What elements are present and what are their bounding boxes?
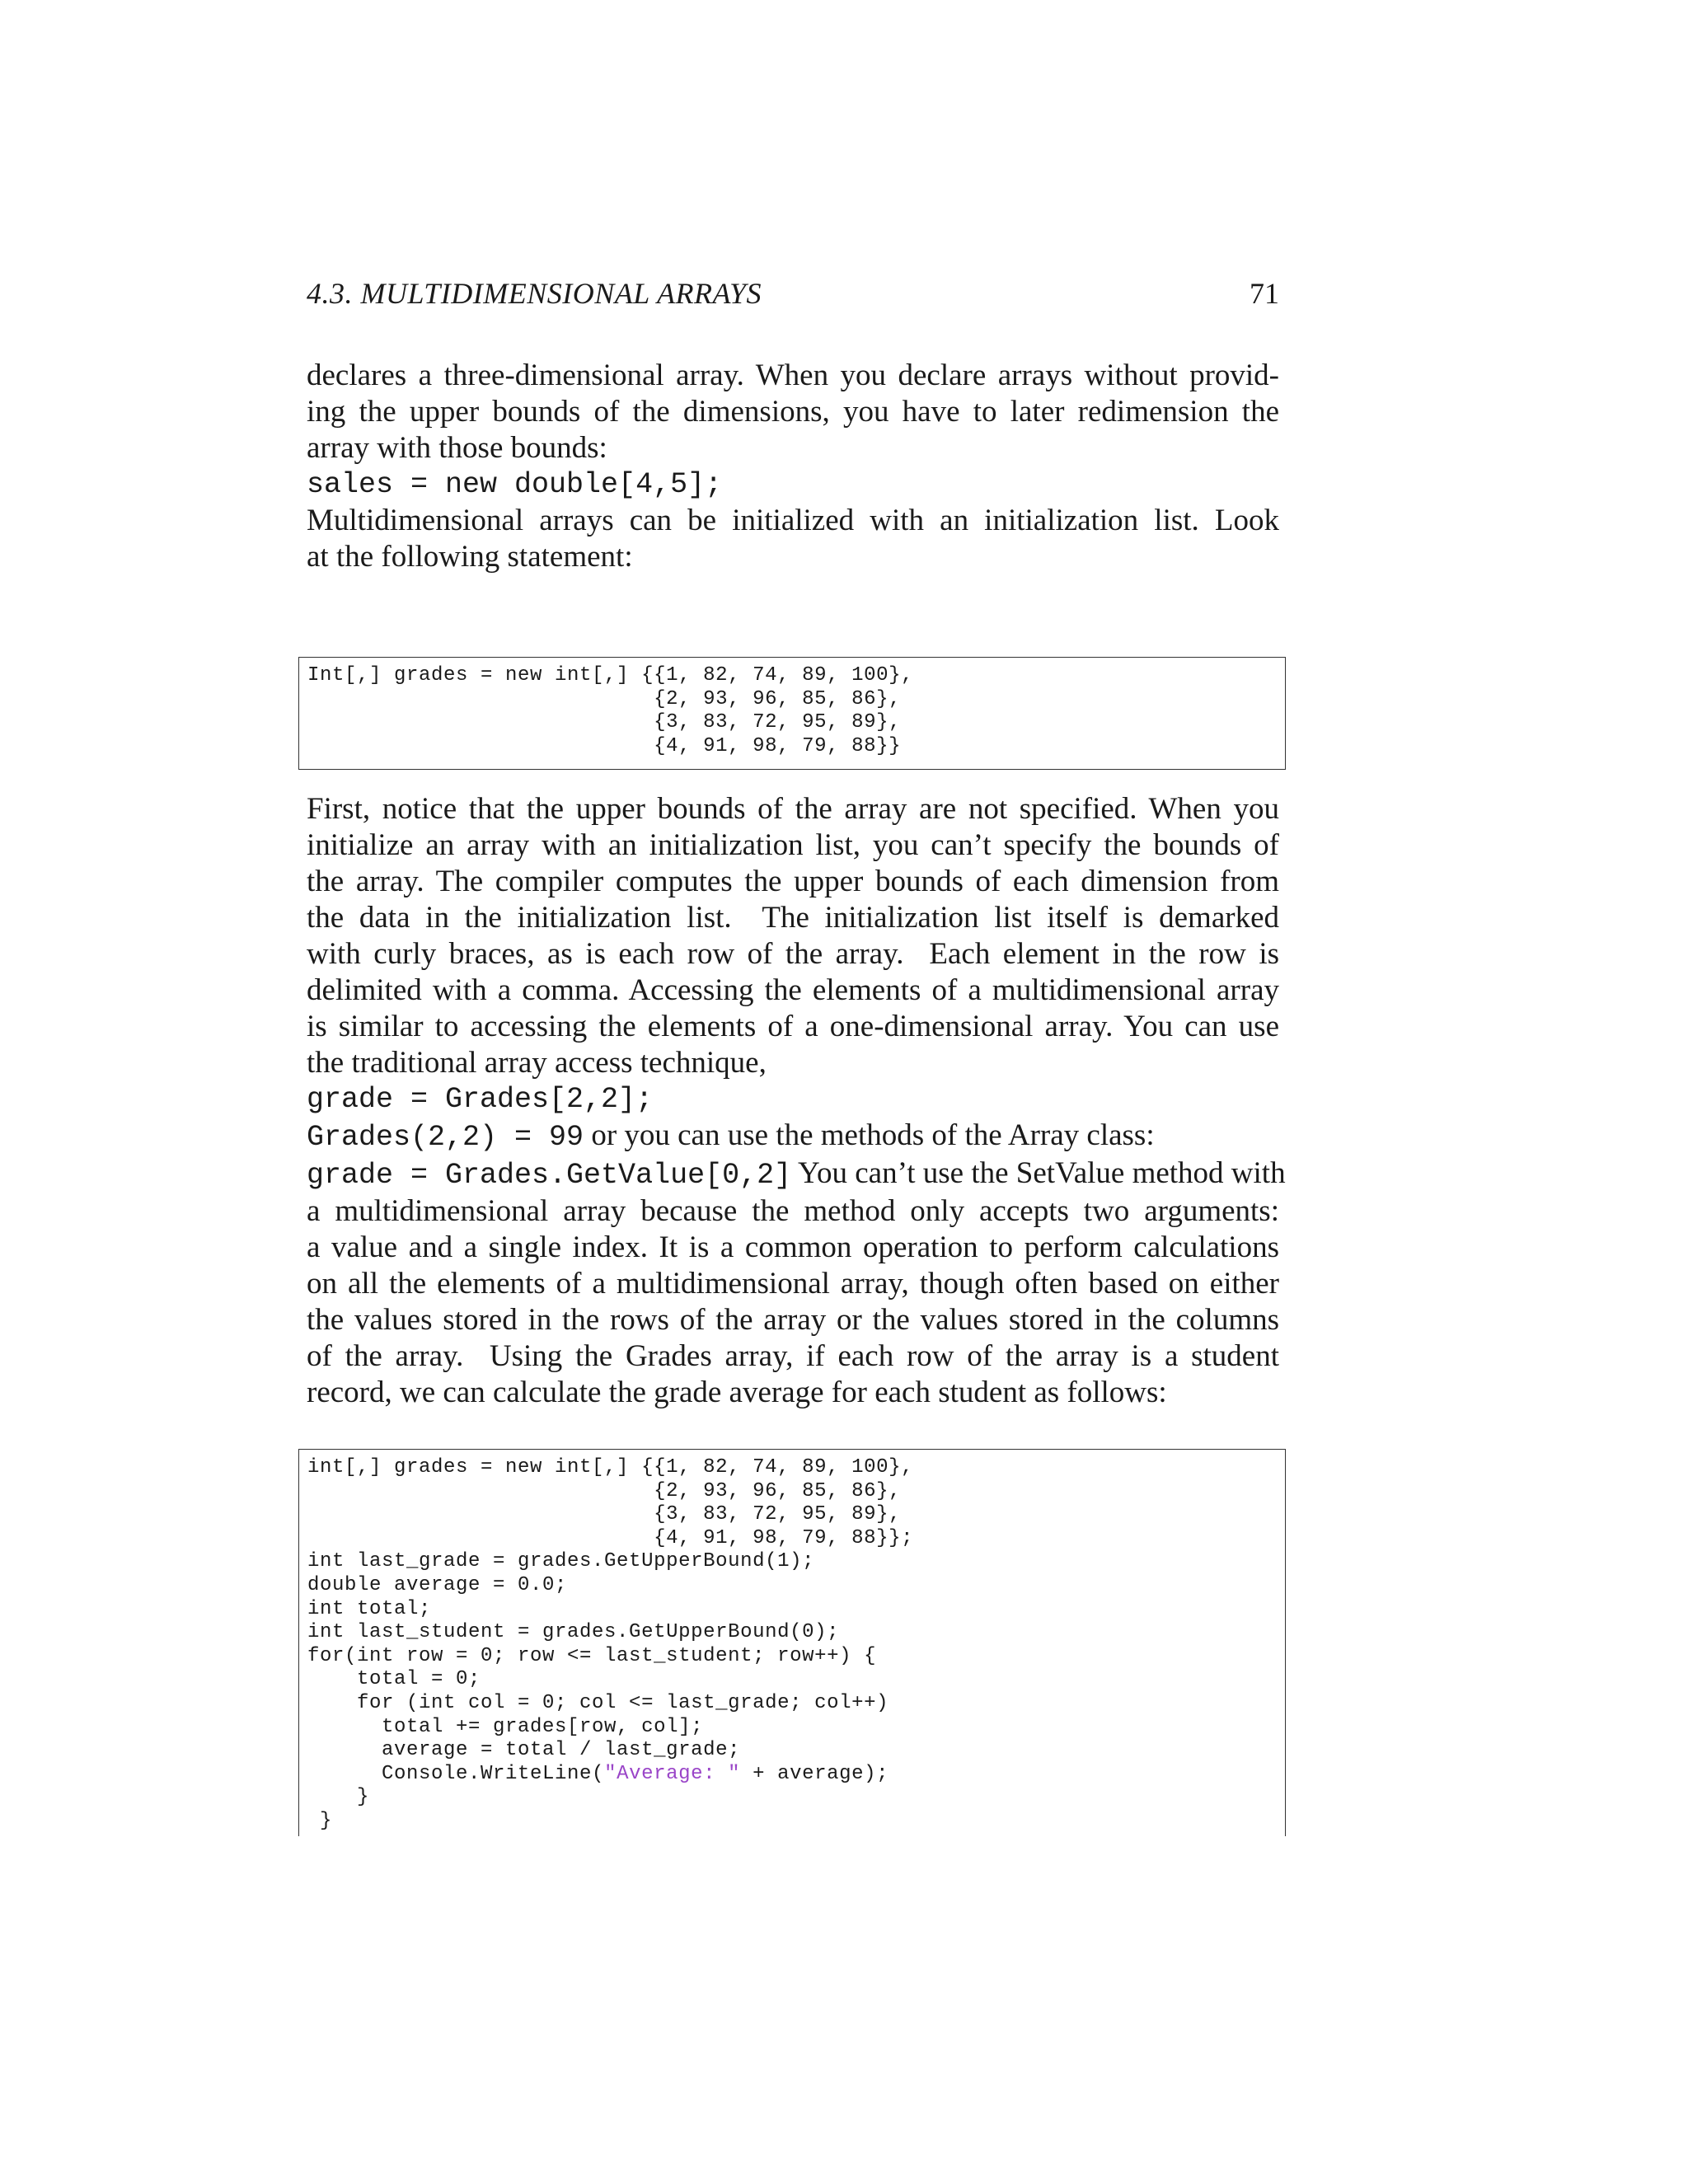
code-line: total = 0; <box>307 1668 481 1691</box>
code-line: for(int row = 0; row <= last_student; row++) { <box>307 1644 877 1667</box>
code-line: total += grades[row, col]; <box>307 1715 704 1738</box>
text-line: First, notice that the upper bounds of the array are not specified. When you <box>307 792 1279 826</box>
text-line: delimited with a comma. Accessing the elements of a multidimensional array <box>307 973 1279 1007</box>
text-line: ing the upper bounds of the dimensions, you have to later redimension the <box>307 395 1279 429</box>
page-number: 71 <box>1250 277 1279 310</box>
text-line: the traditional array access technique, <box>307 1046 767 1080</box>
text-line: the array. The compiler computes the upper bounds of each dimension from <box>307 865 1279 898</box>
code-line: {4, 91, 98, 79, 88}} <box>307 734 902 757</box>
code-fragment: Console.WriteLine( <box>307 1762 605 1785</box>
text-line: with curly braces, as is each row of the array. Each element in the row is <box>307 937 1279 971</box>
text-line: declares a three-dimensional array. When you declare arrays without provid- <box>307 359 1279 392</box>
page-header <box>307 276 1279 319</box>
code-line: {4, 91, 98, 79, 88}}; <box>307 1526 914 1549</box>
code-line: } <box>307 1809 333 1832</box>
text-fragment: or you can use the methods of the Array class: <box>584 1118 1155 1152</box>
code-line: Int[,] grades = new int[,] {{1, 82, 74, 89, 100}, <box>307 664 914 687</box>
inline-code: sales = new double[4,5]; <box>307 468 723 501</box>
text-line <box>307 1155 1286 1193</box>
code-line: average = total / last_grade; <box>307 1739 741 1762</box>
string-literal: "Average: " <box>604 1762 741 1785</box>
paragraph-intro <box>307 358 1279 575</box>
inline-code: grade = Grades.GetValue[0,2] <box>307 1159 792 1192</box>
text-line: on all the elements of a multidimensional array, though often based on either <box>307 1267 1279 1301</box>
text-line: the data in the initialization list. The initialization list itself is demarked <box>307 901 1279 935</box>
code-line: int[,] grades = new int[,] {{1, 82, 74, 89, 100}, <box>307 1456 914 1479</box>
code-line <box>307 1763 1277 1787</box>
text-line: of the array. Using the Grades array, if each row of the array is a student <box>307 1339 1279 1373</box>
text-line: initialize an array with an initialization list, you can’t specify the bounds of <box>307 828 1279 862</box>
text-line: record, we can calculate the grade average for each student as follows: <box>307 1376 1167 1409</box>
text-line: a value and a single index. It is a common operation to perform calculations <box>307 1230 1279 1264</box>
text-fragment: You can’t use the SetValue method with <box>791 1156 1286 1190</box>
text-line: the values stored in the rows of the array or the values stored in the columns <box>307 1303 1279 1337</box>
code-line: int total; <box>307 1597 432 1620</box>
text-line: array with those bounds: <box>307 431 607 465</box>
text-line: at the following statement: <box>307 540 633 574</box>
code-line: {3, 83, 72, 95, 89}, <box>307 1503 902 1526</box>
code-line: } <box>307 1786 370 1809</box>
code-line: double average = 0.0; <box>307 1573 568 1596</box>
code-line: int last_student = grades.GetUpperBound(0); <box>307 1621 840 1644</box>
code-line: {3, 83, 72, 95, 89}, <box>307 711 902 734</box>
code-line: for (int col = 0; col <= last_grade; col++) <box>307 1691 889 1714</box>
inline-code: grade = Grades[2,2]; <box>307 1083 654 1116</box>
inline-code: Grades(2,2) = 99 <box>307 1121 584 1154</box>
code-line: {2, 93, 96, 85, 86}, <box>307 687 902 710</box>
text-line: a multidimensional array because the method only accepts two arguments: <box>307 1194 1279 1228</box>
text-line: is similar to accessing the elements of a one-dimensional array. You can use <box>307 1010 1279 1043</box>
code-line: {2, 93, 96, 85, 86}, <box>307 1479 902 1502</box>
code-fragment: + average); <box>740 1762 889 1785</box>
paragraph-explanation <box>307 791 1286 1411</box>
text-line: Multidimensional arrays can be initialized with an initialization list. Look <box>307 504 1279 537</box>
code-listing-average <box>298 1449 1286 1836</box>
running-head: 4.3. MULTIDIMENSIONAL ARRAYS <box>307 277 762 310</box>
code-line: int last_grade = grades.GetUpperBound(1); <box>307 1550 815 1573</box>
code-listing-initialization <box>298 657 1286 770</box>
text-line <box>307 1118 1279 1155</box>
